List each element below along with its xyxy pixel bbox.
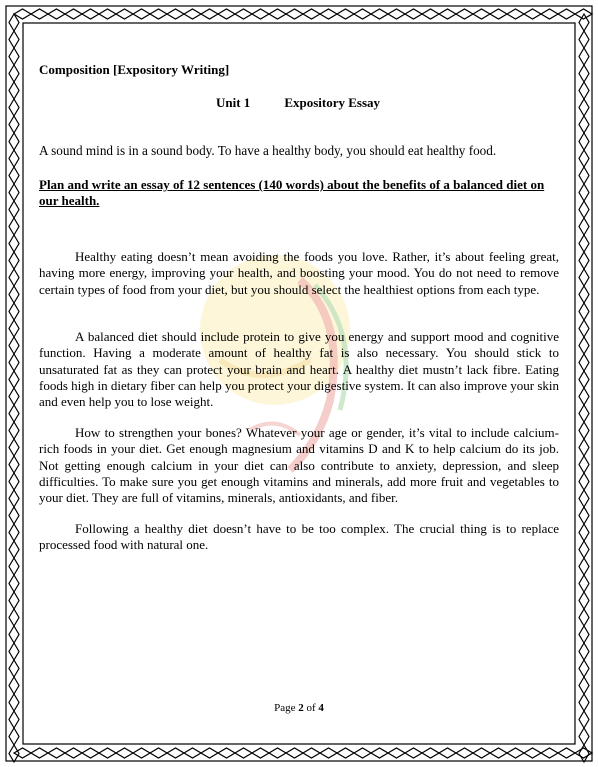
unit-title: Expository Essay: [284, 95, 381, 110]
unit-label: Unit 1: [216, 95, 251, 110]
composition-heading: Composition [Expository Writing]: [39, 62, 230, 77]
page-number-footer: [0, 702, 598, 714]
essay-paragraph-2: A balanced diet should include protein to give you energy and support mood and cognitive function. Having a moderate amount of healthy fat is also necessary. You should stick to unsaturated fat as they can protect your brain and heart. A healthy diet mustn’t lack fibre. Eating foods high in dietary fiber can help you protect your digestive system. It can also improve your skin and even help you to lose weight.: [39, 329, 559, 410]
essay-paragraph-4: Following a healthy diet doesn’t have to be too complex. The crucial thing is to replace processed food with natural one.: [39, 521, 559, 553]
page-word: Page: [274, 702, 296, 714]
essay-paragraph-3: How to strengthen your bones? Whatever your age or gender, it’s vital to include calcium-rich foods in your diet. Get enough magnesium and vitamins D and K to help calcium do its job. Not getting enough calcium in your diet can also contribute to anxiety, depression, and sleep difficulties. To make sure you get enough vitamins and minerals, add more fruit and vegetables to your diet. They are full of vitamins, minerals, antioxidants, and fiber.: [39, 425, 559, 506]
essay-paragraph-1: Healthy eating doesn’t mean avoiding the foods you love. Rather, it’s about feeling great, having more energy, improving your health, and boosting your mood. You do not need to remove certain types of food from your diet, but you should select the healthiest options from each type.: [39, 249, 559, 297]
unit-title-line: [216, 95, 380, 111]
intro-sentence: A sound mind is in a sound body. To have a healthy body, you should eat healthy food.: [39, 143, 497, 158]
current-page: 2: [298, 702, 304, 714]
task-instruction: Plan and write an essay of 12 sentences (140 words) about the benefits of a balanced diet on our health.: [39, 177, 545, 208]
total-pages: 4: [318, 702, 324, 714]
of-word: of: [306, 702, 316, 714]
